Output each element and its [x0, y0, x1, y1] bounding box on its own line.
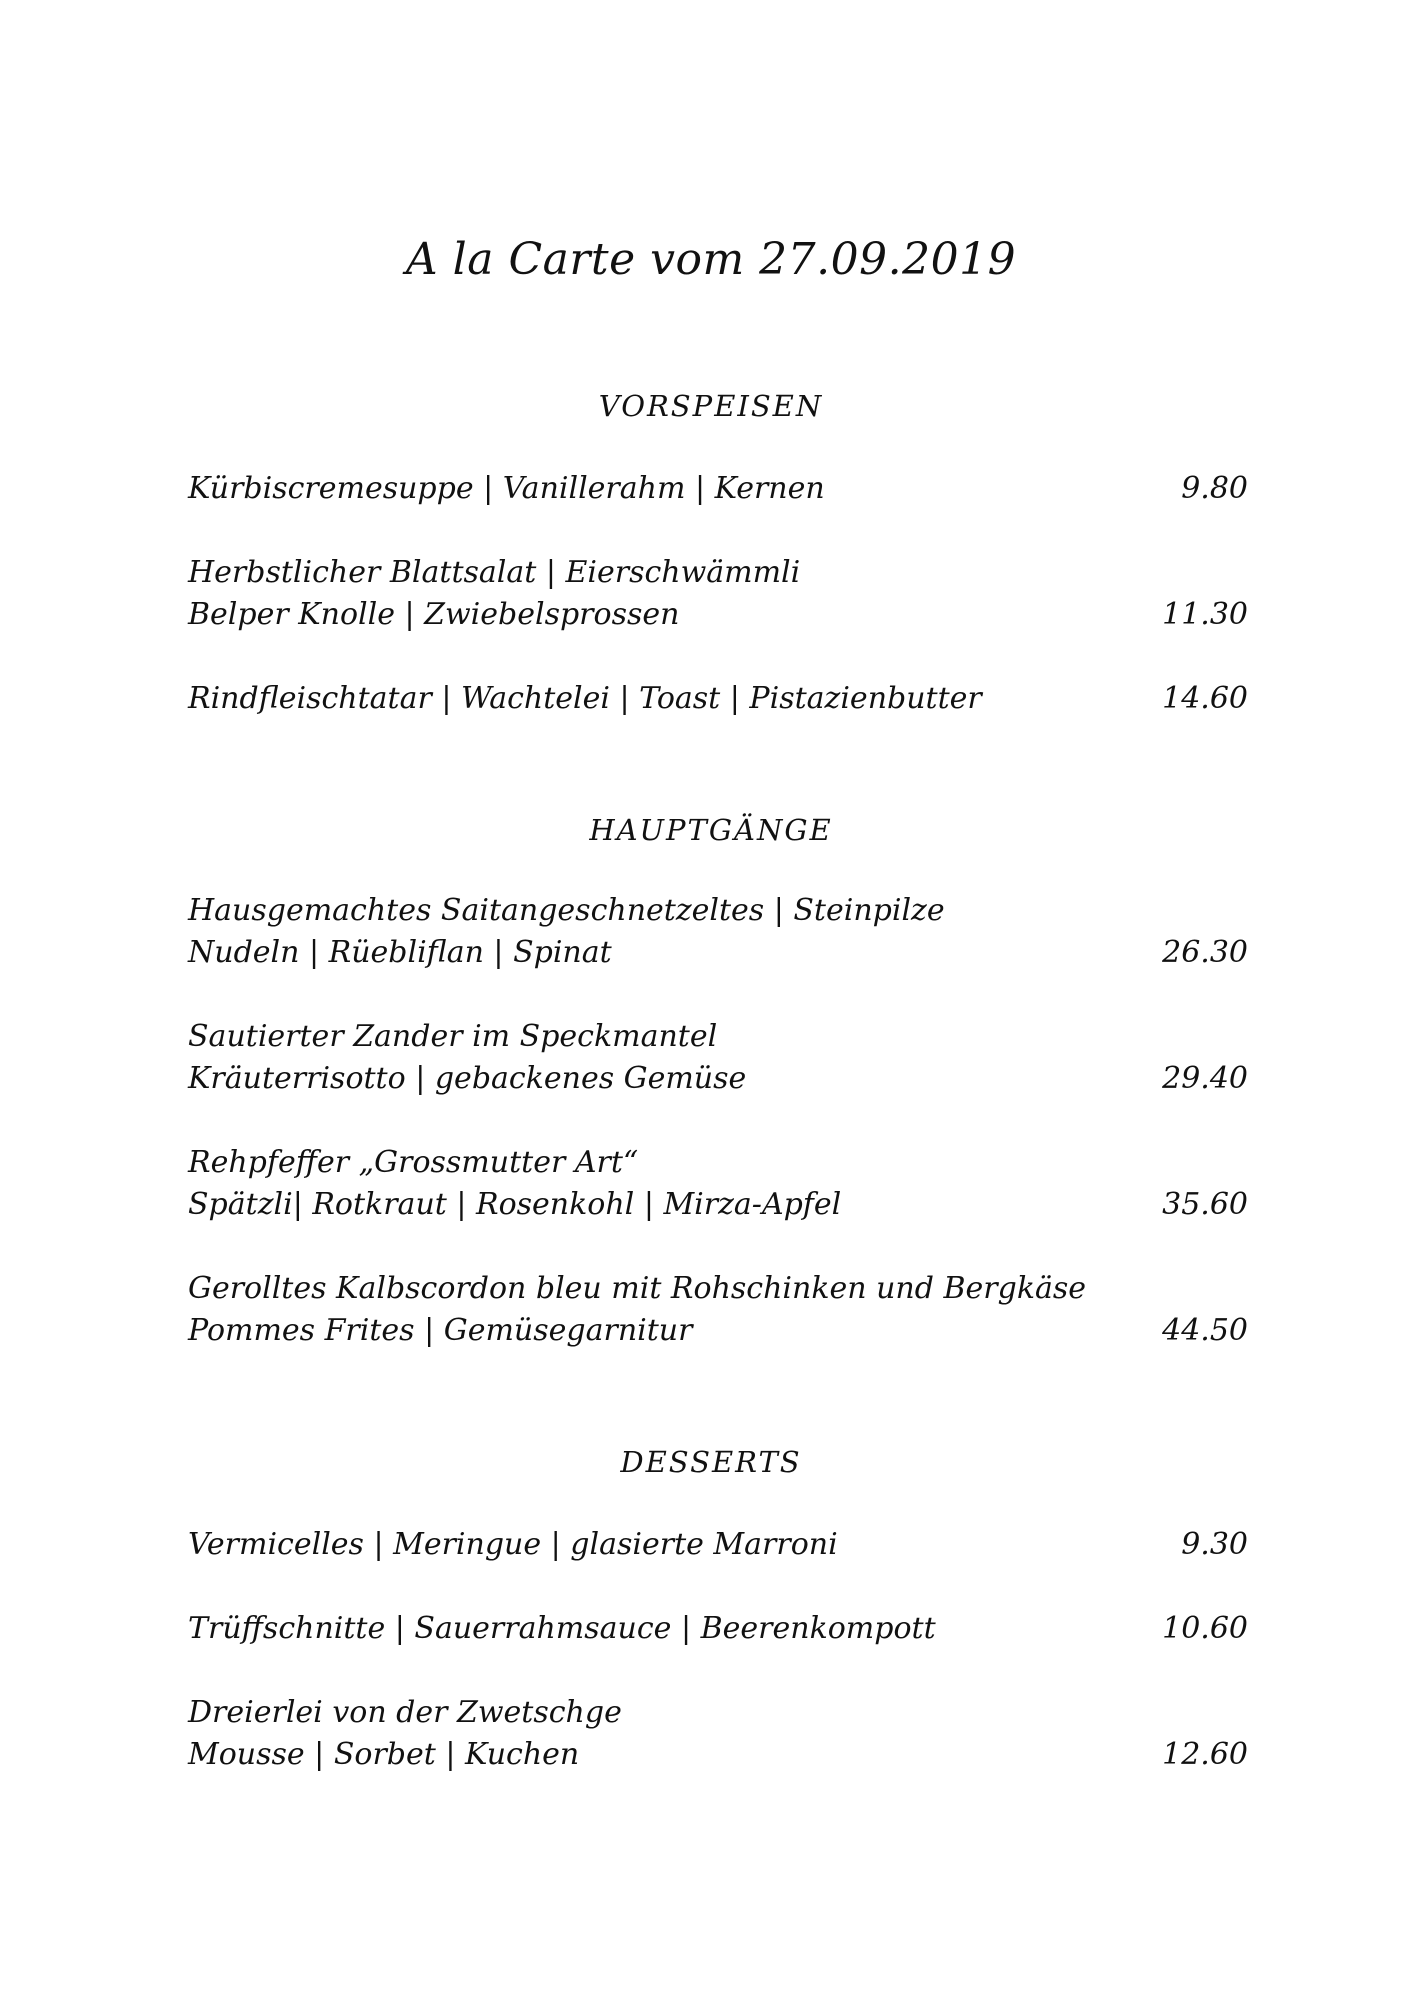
dish-price: 29.40: [1162, 1061, 1248, 1096]
dish-price: 44.50: [1162, 1313, 1248, 1348]
menu-item: [188, 1692, 1248, 1776]
dish-price: 12.60: [1162, 1737, 1248, 1772]
dish-line: Mousse | Sorbet | Kuchen: [188, 1737, 580, 1772]
section-heading-desserts: DESSERTS: [620, 1445, 802, 1479]
dish-line: Rindfleischtatar | Wachtelei | Toast | Pistazienbutter: [188, 681, 982, 716]
dish-line: Nudeln | Rüebliflan | Spinat: [188, 935, 612, 970]
menu-item: [188, 1524, 1248, 1566]
dish-price: 10.60: [1162, 1611, 1248, 1646]
dish-line: Sautierter Zander im Speckmantel: [188, 1019, 718, 1054]
menu-item: [188, 1608, 1248, 1650]
dish-line: Vermicelles | Meringue | glasierte Marroni: [188, 1527, 838, 1562]
dish-price: 26.30: [1162, 935, 1248, 970]
page-title: A la Carte vom 27.09.2019: [405, 234, 1017, 285]
menu-item: [188, 1016, 1248, 1100]
dish-line: Kräuterrisotto | gebackenes Gemüse: [188, 1061, 747, 1096]
dish-price: 35.60: [1162, 1187, 1248, 1222]
dish-price: 11.30: [1162, 597, 1248, 632]
dish-line: Herbstlicher Blattsalat | Eierschwämmli: [188, 555, 801, 590]
dish-line: Spätzli| Rotkraut | Rosenkohl | Mirza-Apfel: [188, 1187, 842, 1222]
menu-item: [188, 468, 1248, 510]
dish-line: Trüffschnitte | Sauerrahmsauce | Beerenkompott: [188, 1611, 936, 1646]
dish-line: Kürbiscremesuppe | Vanillerahm | Kernen: [188, 471, 825, 506]
dish-price: 9.30: [1181, 1527, 1248, 1562]
dish-line: Hausgemachtes Saitangeschnetzeltes | Steinpilze: [188, 893, 945, 928]
dish-price: 14.60: [1162, 681, 1248, 716]
dish-price: 9.80: [1181, 471, 1248, 506]
dish-line: Rehpfeffer „Grossmutter Art“: [188, 1145, 639, 1180]
dish-line: Belper Knolle | Zwiebelsprossen: [188, 597, 680, 632]
menu-item: [188, 890, 1248, 974]
menu-item: [188, 552, 1248, 636]
dish-line: Dreierlei von der Zwetschge: [188, 1695, 622, 1730]
section-heading-vorspeisen: VORSPEISEN: [598, 389, 824, 423]
menu-item: [188, 678, 1248, 720]
menu-item: [188, 1142, 1248, 1226]
dish-line: Pommes Frites | Gemüsegarnitur: [188, 1313, 693, 1348]
section-heading-hauptgaenge: HAUPTGÄNGE: [589, 813, 833, 847]
dish-line: Gerolltes Kalbscordon bleu mit Rohschinken und Bergkäse: [188, 1271, 1087, 1306]
menu-item: [188, 1268, 1248, 1352]
